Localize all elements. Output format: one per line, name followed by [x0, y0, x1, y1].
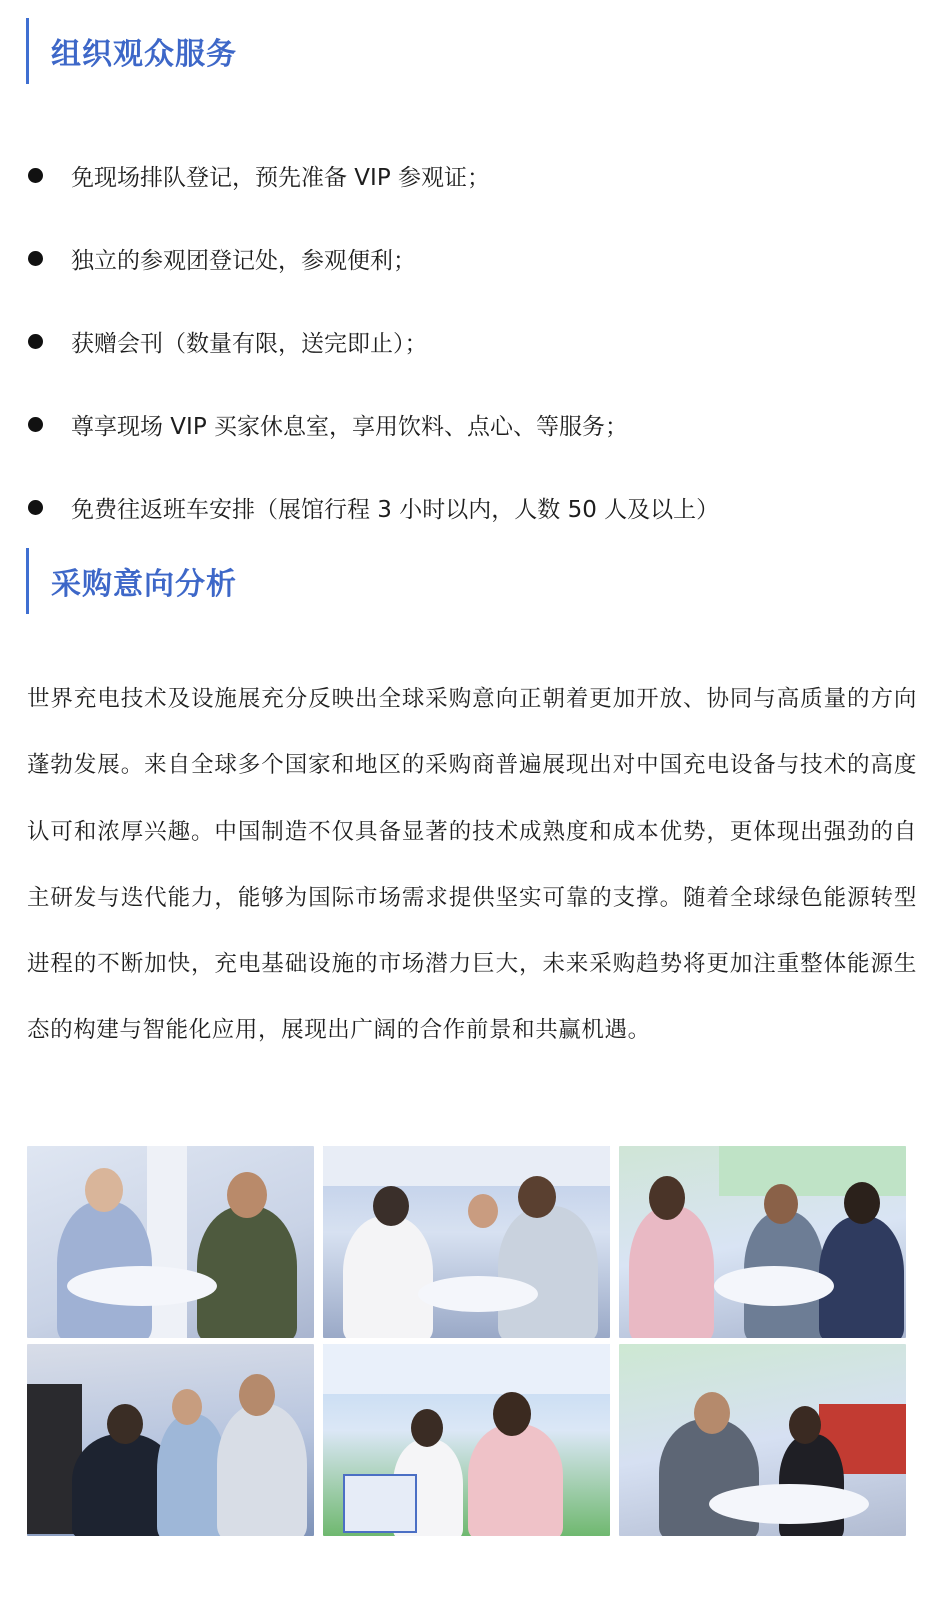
list-item — [28, 134, 928, 217]
event-photo — [27, 1344, 314, 1536]
event-photo-grid — [27, 1146, 907, 1536]
bullet-dot-icon — [28, 334, 43, 349]
list-item-text: 获赠会刊（数量有限，送完即止）； — [71, 331, 428, 357]
list-item — [28, 217, 928, 300]
list-item — [28, 300, 928, 383]
list-item-text: 免费往返班车安排（展馆行程 3 小时以内，人数 50 人及以上） — [71, 497, 720, 523]
bullet-dot-icon — [28, 500, 43, 515]
section-title: 组织观众服务 — [51, 37, 237, 72]
section-heading-audience-services — [26, 18, 237, 84]
bullet-dot-icon — [28, 251, 43, 266]
list-item — [28, 466, 928, 549]
section-title: 采购意向分析 — [51, 567, 237, 602]
list-item — [28, 383, 928, 466]
list-item-text: 免现场排队登记，预先准备 VIP 参观证； — [71, 165, 491, 191]
event-photo — [323, 1146, 610, 1338]
event-photo — [27, 1146, 314, 1338]
bullet-dot-icon — [28, 417, 43, 432]
list-item-text: 尊享现场 VIP 买家休息室，享用饮料、点心、等服务； — [71, 414, 629, 440]
list-item-text: 独立的参观团登记处，参观便利； — [71, 248, 416, 274]
bullet-dot-icon — [28, 168, 43, 183]
event-photo — [323, 1344, 610, 1536]
event-photo — [619, 1344, 906, 1536]
event-photo — [619, 1146, 906, 1338]
section-heading-purchase-analysis — [26, 548, 237, 614]
analysis-paragraph: 世界充电技术及设施展充分反映出全球采购意向正朝着更加开放、协同与高质量的方向蓬勃发展。来自全球多个国家和地区的采购商普遍展现出对中国充电设备与技术的高度认可和浓厚兴趣。中国制造不仅具备显著的技术成熟度和成本优势，更体现出强劲的自主研发与迭代能力，能够为国际市场需求提供坚实可靠的支撑。随着全球绿色能源转型进程的不断加快，充电基础设施的市场潜力巨大，未来采购趋势将更加注重整体能源生态的构建与智能化应用，展现出广阔的合作前景和共赢机遇。 — [27, 686, 917, 1044]
services-list — [28, 134, 928, 549]
